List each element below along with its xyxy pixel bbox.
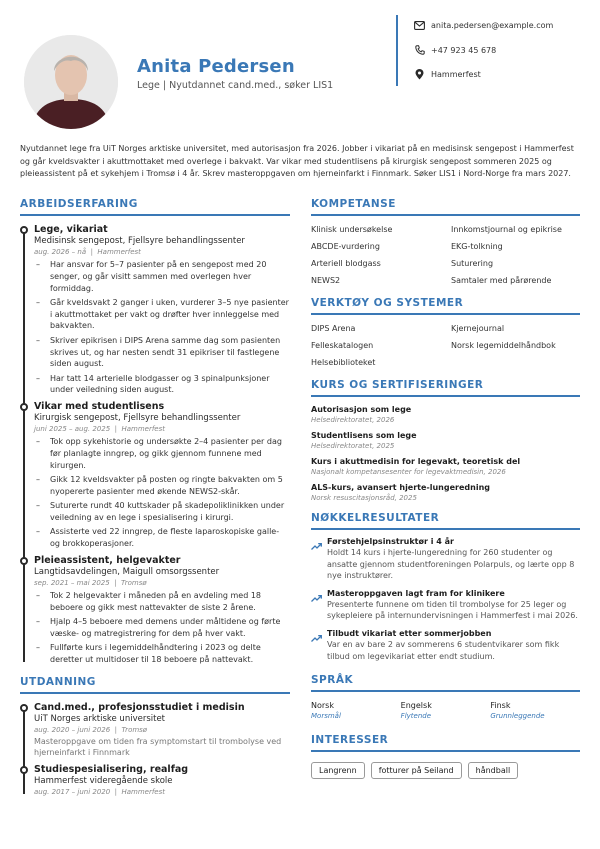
timeline-dot bbox=[20, 226, 28, 234]
phone-icon bbox=[413, 45, 426, 55]
tool-item: Kjernejournal bbox=[451, 324, 505, 333]
location-text: Hammerfest bbox=[431, 70, 481, 79]
achievements-heading: NØKKELRESULTATER bbox=[311, 512, 580, 530]
education-heading: UTDANNING bbox=[20, 676, 290, 694]
job-bullet: – Assisterte ved 22 inngrep, de fleste laparoskopiske galle- og brokkoperasjoner. bbox=[34, 526, 290, 550]
job-bullet: – Skriver epikrisen i DIPS Arena samme dag som pasienten skrives ut, og har nesten sendt 31 epikriser til fastlegene siden august. bbox=[34, 335, 290, 370]
job-bullet: – Har ansvar for 5–7 pasienter på en sengepost med 20 senger, og går visitt sammen med overlegen hver formiddag. bbox=[34, 259, 290, 294]
left-column bbox=[20, 198, 290, 803]
education-place: Hammerfest bbox=[121, 787, 165, 796]
timeline-dot bbox=[20, 557, 28, 565]
achievement-item bbox=[311, 536, 580, 582]
education-date: aug. 2020 – juni 2026 bbox=[34, 725, 111, 734]
timeline-dot bbox=[20, 704, 28, 712]
course-title: Studentlisens som lege bbox=[311, 431, 417, 440]
right-column bbox=[311, 198, 580, 779]
tools-heading: VERKTØY OG SYSTEMER bbox=[311, 297, 580, 315]
course-title: Kurs i akuttmedisin for legevakt, teoretisk del bbox=[311, 457, 521, 466]
job-bullet: – Gikk 12 kveldsvakter på posten og ringte bakvakten om 5 nyopererte pasienter med økende NEWS2-skår. bbox=[34, 474, 290, 498]
phone-text: +47 923 45 678 bbox=[431, 45, 497, 55]
education-meta: aug. 2020 – juni 2026 | Tromsø bbox=[34, 725, 148, 734]
job-date: aug. 2026 – nå bbox=[34, 248, 87, 256]
job-meta: sep. 2021 – mai 2025 | Tromsø bbox=[34, 578, 147, 587]
tool-item: Norsk legemiddelhåndbok bbox=[451, 341, 556, 350]
tool-item: DIPS Arena bbox=[311, 324, 356, 333]
candidate-name: Anita Pedersen bbox=[137, 56, 295, 77]
education-entry bbox=[20, 702, 290, 759]
resume-header bbox=[0, 0, 600, 140]
job-title: Pleieassistent, helgevakter bbox=[34, 554, 181, 566]
achievement-description: Presenterte funnene om tiden til trombolyse for 25 leger og sykepleiere på internundervisningen i Hammerfest i mai 2026. bbox=[327, 599, 578, 621]
education-entry bbox=[20, 764, 290, 798]
trend-up-icon bbox=[311, 628, 322, 647]
skill-item: Klinisk undersøkelse bbox=[311, 225, 393, 234]
profile-summary: Nyutdannet lege fra UiT Norges arktiske universitet, med autorisasjon fra 2026. Jobber i vikariat på en medisinsk sengepost i Hammerfest og går kveldsvakter i akuttmottaket med overlege i bakvakt. Var vikar med studentlisens på kirurgisk sengepost sommeren 2025 og pleieassistent på et sykehjem i Tromsø i 4 år. Skrev masteroppgaven om hjerneinfarkt i Finnmark. Søker LIS1 i Nord-Norge fra mars 2027. bbox=[20, 144, 574, 179]
experience-heading: ARBEIDSERFARING bbox=[20, 198, 290, 216]
course-list bbox=[311, 404, 580, 504]
tools-list bbox=[311, 323, 580, 368]
job-place: Hammerfest bbox=[121, 425, 165, 434]
job-title: Vikar med studentlisens bbox=[34, 401, 165, 413]
competence-list bbox=[311, 224, 580, 286]
course-title: ALS-kurs, avansert hjerte-lungeredning bbox=[311, 483, 490, 492]
course-meta: Helsedirektoratet, 2026 bbox=[311, 416, 395, 424]
skill-item: Suturering bbox=[451, 259, 494, 268]
timeline-dot bbox=[20, 403, 28, 411]
interest-tag: Langrenn bbox=[311, 762, 365, 779]
language-name: Finsk bbox=[490, 701, 511, 711]
interests-heading: INTERESSER bbox=[311, 734, 580, 752]
job-entry bbox=[20, 555, 290, 666]
trend-up-icon bbox=[311, 536, 322, 555]
map-pin-icon bbox=[413, 69, 426, 80]
email-text: anita.pedersen@example.com bbox=[431, 21, 554, 30]
language-level: Morsmål bbox=[311, 712, 341, 721]
skill-item: NEWS2 bbox=[311, 276, 341, 285]
job-bullet: – Hjalp 4–5 beboere med demens under måltidene og førte væske- og matregistrering for dem på hver vakt. bbox=[34, 616, 290, 640]
skill-item: Innkomstjournal og epikrise bbox=[451, 225, 562, 234]
language-item bbox=[311, 700, 401, 722]
trend-up-icon bbox=[311, 588, 322, 607]
language-level: Flytende bbox=[400, 712, 432, 721]
school-name: UiT Norges arktiske universitet bbox=[34, 713, 166, 724]
job-title: Lege, vikariat bbox=[34, 224, 108, 235]
achievement-item bbox=[311, 628, 580, 662]
course-meta: Norsk resuscitasjonsråd, 2025 bbox=[311, 494, 417, 502]
achievement-title: Tilbudt vikariat etter sommerjobben bbox=[327, 628, 492, 638]
degree-title: Cand.med., profesjonsstudiet i medisin bbox=[34, 701, 245, 713]
degree-title: Studiespesialisering, realfag bbox=[34, 763, 189, 775]
language-level: Grunnleggende bbox=[490, 712, 545, 721]
contact-email[interactable] bbox=[413, 21, 553, 30]
course-title: Autorisasjon som lege bbox=[311, 405, 412, 414]
job-organization: Langtidsavdelingen, Maigull omsorgssenter bbox=[34, 566, 220, 577]
profile-photo bbox=[24, 35, 118, 129]
education-meta: aug. 2017 – juni 2020 | Hammerfest bbox=[34, 787, 165, 796]
language-name: Engelsk bbox=[400, 701, 432, 711]
course-meta: Nasjonalt kompetansesenter for legevaktmedisin, 2026 bbox=[311, 468, 506, 476]
achievement-title: Masteroppgaven lagt fram for klinikere bbox=[327, 588, 505, 598]
competence-heading: KOMPETANSE bbox=[311, 198, 580, 216]
school-name: Hammerfest videregående skole bbox=[34, 775, 173, 786]
interest-tag: fotturer på Seiland bbox=[371, 762, 462, 779]
job-bullet: – Tok 2 helgevakter i måneden på en avdeling med 18 beboere og gikk mest nattevakter de siste 2 årene. bbox=[34, 590, 290, 614]
language-list bbox=[311, 700, 580, 722]
education-timeline bbox=[20, 702, 290, 798]
job-entry bbox=[20, 401, 290, 550]
envelope-icon bbox=[413, 21, 426, 30]
job-place: Hammerfest bbox=[97, 248, 141, 256]
tool-item: Helsebiblioteket bbox=[311, 358, 376, 367]
contact-location bbox=[413, 69, 481, 80]
achievement-title: Førstehjelpsinstruktør i 4 år bbox=[327, 537, 454, 546]
education-place: Tromsø bbox=[121, 725, 148, 734]
job-bullet: – Fullførte kurs i legemiddelhåndtering i 2023 og delte deretter ut multidoser til 18 beboere på nattevakt. bbox=[34, 642, 290, 666]
job-date: juni 2025 – aug. 2025 bbox=[34, 425, 111, 434]
job-bullet: – Tok opp sykehistorie og undersøkte 2–4 pasienter per dag før planlagte inngrep, og gikk gjennom funnene med kirurgen. bbox=[34, 436, 290, 471]
job-date: sep. 2021 – mai 2025 bbox=[34, 578, 110, 587]
achievement-description: Var en av bare 2 av sommerens 6 studentvikarer som fikk tilbud om legevikariat etter endt studium. bbox=[327, 639, 560, 661]
job-meta: juni 2025 – aug. 2025 | Hammerfest bbox=[34, 425, 165, 434]
courses-heading: KURS OG SERTIFISERINGER bbox=[311, 379, 580, 397]
job-entry bbox=[20, 224, 290, 396]
job-place: Tromsø bbox=[120, 578, 147, 587]
contact-phone[interactable] bbox=[413, 45, 496, 55]
job-organization: Kirurgisk sengepost, Fjellsyre behandlingssenter bbox=[34, 413, 241, 424]
language-item bbox=[401, 700, 491, 722]
skill-item: EKG-tolkning bbox=[451, 242, 503, 251]
experience-timeline bbox=[20, 224, 290, 666]
language-item bbox=[490, 700, 580, 722]
education-date: aug. 2017 – juni 2020 bbox=[34, 787, 111, 796]
interest-tag: håndball bbox=[468, 762, 519, 779]
job-bullet: – Har tatt 14 arterielle blodgasser og 3 spinalpunksjoner under veiledning siden august. bbox=[34, 373, 290, 397]
header-divider bbox=[396, 15, 398, 86]
language-name: Norsk bbox=[311, 701, 334, 711]
achievement-description: Holdt 14 kurs i hjerte-lungeredning for 260 studenter og ansatte gjennom studentforeningen Polarpuls, og lærte opp 8 nye instruktører. bbox=[327, 548, 575, 581]
job-bullet: – Suturerte rundt 40 kuttskader på skadepoliklinikken under veiledning av en lege i spesialisering i kirurgi. bbox=[34, 500, 290, 524]
timeline-dot bbox=[20, 766, 28, 774]
job-organization: Medisinsk sengepost, Fjellsyre behandlingssenter bbox=[34, 236, 245, 246]
tool-item: Felleskatalogen bbox=[311, 341, 374, 350]
education-description: Masteroppgave om tiden fra symptomstart til trombolyse ved hjerneinfarkt i Finnmark bbox=[34, 736, 282, 758]
interest-tags bbox=[311, 762, 580, 779]
candidate-subtitle: Lege | Nyutdannet cand.med., søker LIS1 bbox=[137, 80, 334, 91]
job-bullet: – Går kveldsvakt 2 ganger i uken, vurderer 3–5 nye pasienter i akuttmottaket per vakt og drøfter hver innleggelse med bakvakten. bbox=[34, 297, 290, 332]
skill-item: ABCDE-vurdering bbox=[311, 242, 380, 251]
job-meta: aug. 2026 – nå | Hammerfest bbox=[34, 248, 141, 256]
skill-item: Arteriell blodgass bbox=[311, 259, 381, 268]
languages-heading: SPRÅK bbox=[311, 674, 580, 692]
skill-item: Samtaler med pårørende bbox=[451, 276, 552, 285]
achievement-item bbox=[311, 588, 580, 622]
course-meta: Helsedirektoratet, 2025 bbox=[311, 442, 395, 450]
